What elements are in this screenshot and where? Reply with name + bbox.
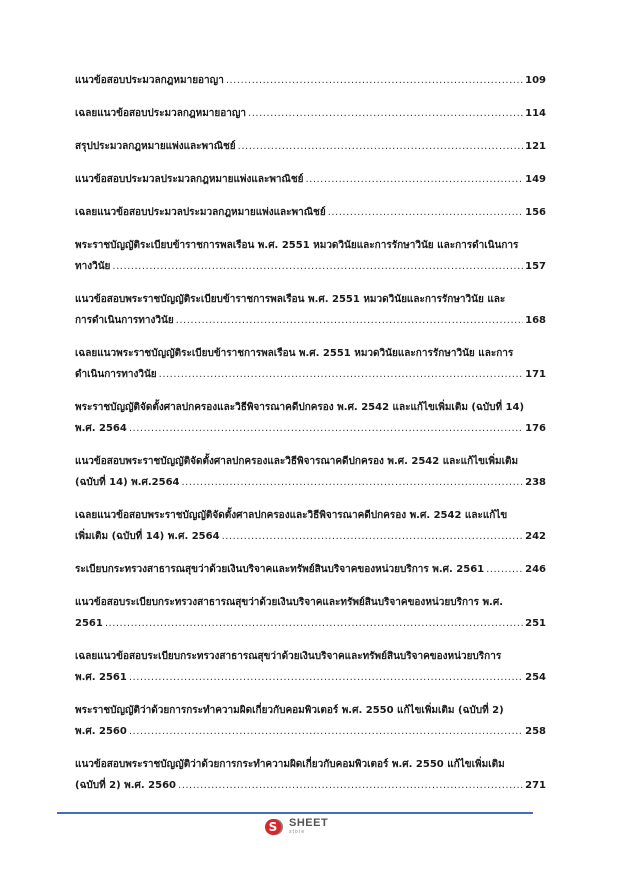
toc-entry-title: แนวข้อสอบพระราชบัญญัติว่าด้วยการกระทำความผิดเกี่ยวกับคอมพิวเตอร์ พ.ศ. 2550 แก้ไขเพิ่มเติม	[75, 759, 505, 770]
dot-leader	[182, 472, 524, 493]
dot-leader	[129, 721, 523, 742]
toc-entry[interactable]	[75, 559, 546, 580]
toc-entry-title: เฉลยแนวข้อสอบประมวลกฎหมายอาญา	[75, 108, 247, 119]
dot-leader	[328, 202, 523, 223]
toc-entry[interactable]	[75, 754, 546, 796]
toc-entry-line	[75, 310, 546, 331]
toc-entry-title: 2561	[75, 618, 103, 629]
toc-entry-line	[75, 397, 546, 418]
toc-entry-title: แนวข้อสอบประมวลกฎหมายอาญา	[75, 75, 224, 86]
toc-entry-title: สรุปประมวลกฎหมายแพ่งและพาณิชย์	[75, 141, 236, 152]
toc-entry-title: พ.ศ. 2560	[75, 726, 127, 737]
toc-page-number: 171	[525, 369, 546, 380]
toc-entry-line	[75, 70, 546, 91]
toc-entry-line	[75, 775, 546, 796]
table-of-contents	[75, 70, 546, 808]
toc-entry-title: ดำเนินการทางวินัย	[75, 369, 157, 380]
toc-entry-title: พ.ศ. 2564	[75, 423, 127, 434]
toc-entry[interactable]	[75, 289, 546, 331]
toc-entry-line	[75, 235, 546, 256]
toc-page-number: 246	[525, 564, 546, 575]
toc-entry-title: การดำเนินการทางวินัย	[75, 315, 174, 326]
toc-entry[interactable]	[75, 451, 546, 493]
toc-entry-title: เฉลยแนวข้อสอบระเบียบกระทรวงสาธารณสุขว่าด้วยเงินบริจาคและทรัพย์สินบริจาคของหน่วยบริการ	[75, 651, 502, 662]
dot-leader	[222, 526, 524, 547]
toc-entry-line	[75, 700, 546, 721]
toc-entry-title: แนวข้อสอบประมวลประมวลกฎหมายแพ่งและพาณิชย์	[75, 174, 304, 185]
toc-entry-line	[75, 418, 546, 439]
toc-entry-title: เฉลยแนวข้อสอบประมวลประมวลกฎหมายแพ่งและพาณิชย์	[75, 207, 326, 218]
toc-entry-line	[75, 526, 546, 547]
toc-entry-line	[75, 451, 546, 472]
toc-page-number: 238	[525, 477, 546, 488]
toc-entry-line	[75, 364, 546, 385]
dot-leader	[159, 364, 523, 385]
toc-entry[interactable]	[75, 397, 546, 439]
toc-entry-title: พ.ศ. 2561	[75, 672, 127, 683]
toc-entry-line	[75, 256, 546, 277]
toc-entry-title: แนวข้อสอบพระราชบัญญัติระเบียบข้าราชการพลเรือน พ.ศ. 2551 หมวดวินัยและการรักษาวินัย และ	[75, 294, 506, 305]
toc-page-number: 156	[525, 207, 546, 218]
toc-entry[interactable]	[75, 700, 546, 742]
toc-page-number: 258	[525, 726, 546, 737]
toc-entry-title: ระเบียบกระทรวงสาธารณสุขว่าด้วยเงินบริจาคและทรัพย์สินบริจาคของหน่วยบริการ พ.ศ. 2561	[75, 564, 485, 575]
dot-leader	[176, 310, 523, 331]
dot-leader	[105, 613, 523, 634]
toc-entry-title: (ฉบับที่ 2) พ.ศ. 2560	[75, 780, 177, 791]
toc-entry-title: เพิ่มเติม (ฉบับที่ 14) พ.ศ. 2564	[75, 531, 220, 542]
toc-entry-title: แนวข้อสอบพระราชบัญญัติจัดตั้งศาลปกครองและวิธีพิจารณาคดีปกครอง พ.ศ. 2542 และแก้ไขเพิ่มเติม	[75, 456, 519, 467]
logo-sub: store	[289, 829, 306, 835]
toc-page-number: 121	[525, 141, 546, 152]
toc-entry-line	[75, 472, 546, 493]
toc-entry-title: (ฉบับที่ 14) พ.ศ.2564	[75, 477, 180, 488]
toc-entry-line	[75, 559, 546, 580]
dot-leader	[112, 256, 523, 277]
sheet-store-logo	[265, 818, 328, 835]
toc-entry[interactable]	[75, 202, 546, 223]
dot-leader	[305, 169, 523, 190]
toc-entry-line	[75, 136, 546, 157]
toc-entry[interactable]	[75, 505, 546, 547]
toc-page-number: 109	[525, 75, 546, 86]
toc-entry-title: ทางวินัย	[75, 261, 111, 272]
toc-entry-line	[75, 613, 546, 634]
toc-page-number: 149	[525, 174, 546, 185]
toc-entry[interactable]	[75, 169, 546, 190]
toc-entry-line	[75, 103, 546, 124]
toc-entry-line	[75, 343, 546, 364]
toc-entry-title: เฉลยแนวพระราชบัญญัติระเบียบข้าราชการพลเรือน พ.ศ. 2551 หมวดวินัยและการรักษาวินัย และการ	[75, 348, 514, 359]
toc-entry-line	[75, 169, 546, 190]
toc-entry-line	[75, 202, 546, 223]
toc-page-number: 176	[525, 423, 546, 434]
toc-entry[interactable]	[75, 646, 546, 688]
toc-entry-title: พระราชบัญญัติจัดตั้งศาลปกครองและวิธีพิจารณาคดีปกครอง พ.ศ. 2542 และแก้ไขเพิ่มเติม (ฉบับที่ 14)	[75, 402, 525, 413]
toc-entry-line	[75, 721, 546, 742]
footer-rule	[57, 812, 533, 814]
dot-leader	[248, 103, 523, 124]
logo-mark-icon: S	[265, 819, 281, 835]
toc-page-number: 271	[525, 780, 546, 791]
toc-page-number: 157	[525, 261, 546, 272]
toc-entry-line	[75, 667, 546, 688]
toc-entry-line	[75, 754, 546, 775]
toc-entry[interactable]	[75, 70, 546, 91]
toc-entry[interactable]	[75, 592, 546, 634]
toc-entry-line	[75, 592, 546, 613]
dot-leader	[238, 136, 523, 157]
logo-brand: SHEET	[289, 817, 329, 829]
toc-entry[interactable]	[75, 343, 546, 385]
toc-entry-line	[75, 646, 546, 667]
logo-text	[289, 818, 328, 835]
toc-entry-title: เฉลยแนวข้อสอบพระราชบัญญัติจัดตั้งศาลปกครองและวิธีพิจารณาคดีปกครอง พ.ศ. 2542 และแก้ไข	[75, 510, 508, 521]
dot-leader	[129, 418, 523, 439]
toc-entry[interactable]	[75, 103, 546, 124]
toc-page-number: 254	[525, 672, 546, 683]
toc-entry-line	[75, 289, 546, 310]
toc-entry[interactable]	[75, 235, 546, 277]
toc-page-number: 168	[525, 315, 546, 326]
dot-leader	[226, 70, 523, 91]
toc-page-number: 242	[525, 531, 546, 542]
dot-leader	[129, 667, 523, 688]
toc-entry-title: แนวข้อสอบระเบียบกระทรวงสาธารณสุขว่าด้วยเงินบริจาคและทรัพย์สินบริจาคของหน่วยบริการ พ.ศ.	[75, 597, 503, 608]
toc-entry-line	[75, 505, 546, 526]
toc-entry-title: พระราชบัญญัติว่าด้วยการกระทำความผิดเกี่ยวกับคอมพิวเตอร์ พ.ศ. 2550 แก้ไขเพิ่มเติม (ฉบับที่ 2)	[75, 705, 504, 716]
dot-leader	[486, 559, 523, 580]
toc-page-number: 114	[525, 108, 546, 119]
toc-page-number: 251	[525, 618, 546, 629]
dot-leader	[178, 775, 523, 796]
toc-entry-title: พระราชบัญญัติระเบียบข้าราชการพลเรือน พ.ศ. 2551 หมวดวินัยและการรักษาวินัย และการดำเนินการ	[75, 240, 519, 251]
toc-entry[interactable]	[75, 136, 546, 157]
